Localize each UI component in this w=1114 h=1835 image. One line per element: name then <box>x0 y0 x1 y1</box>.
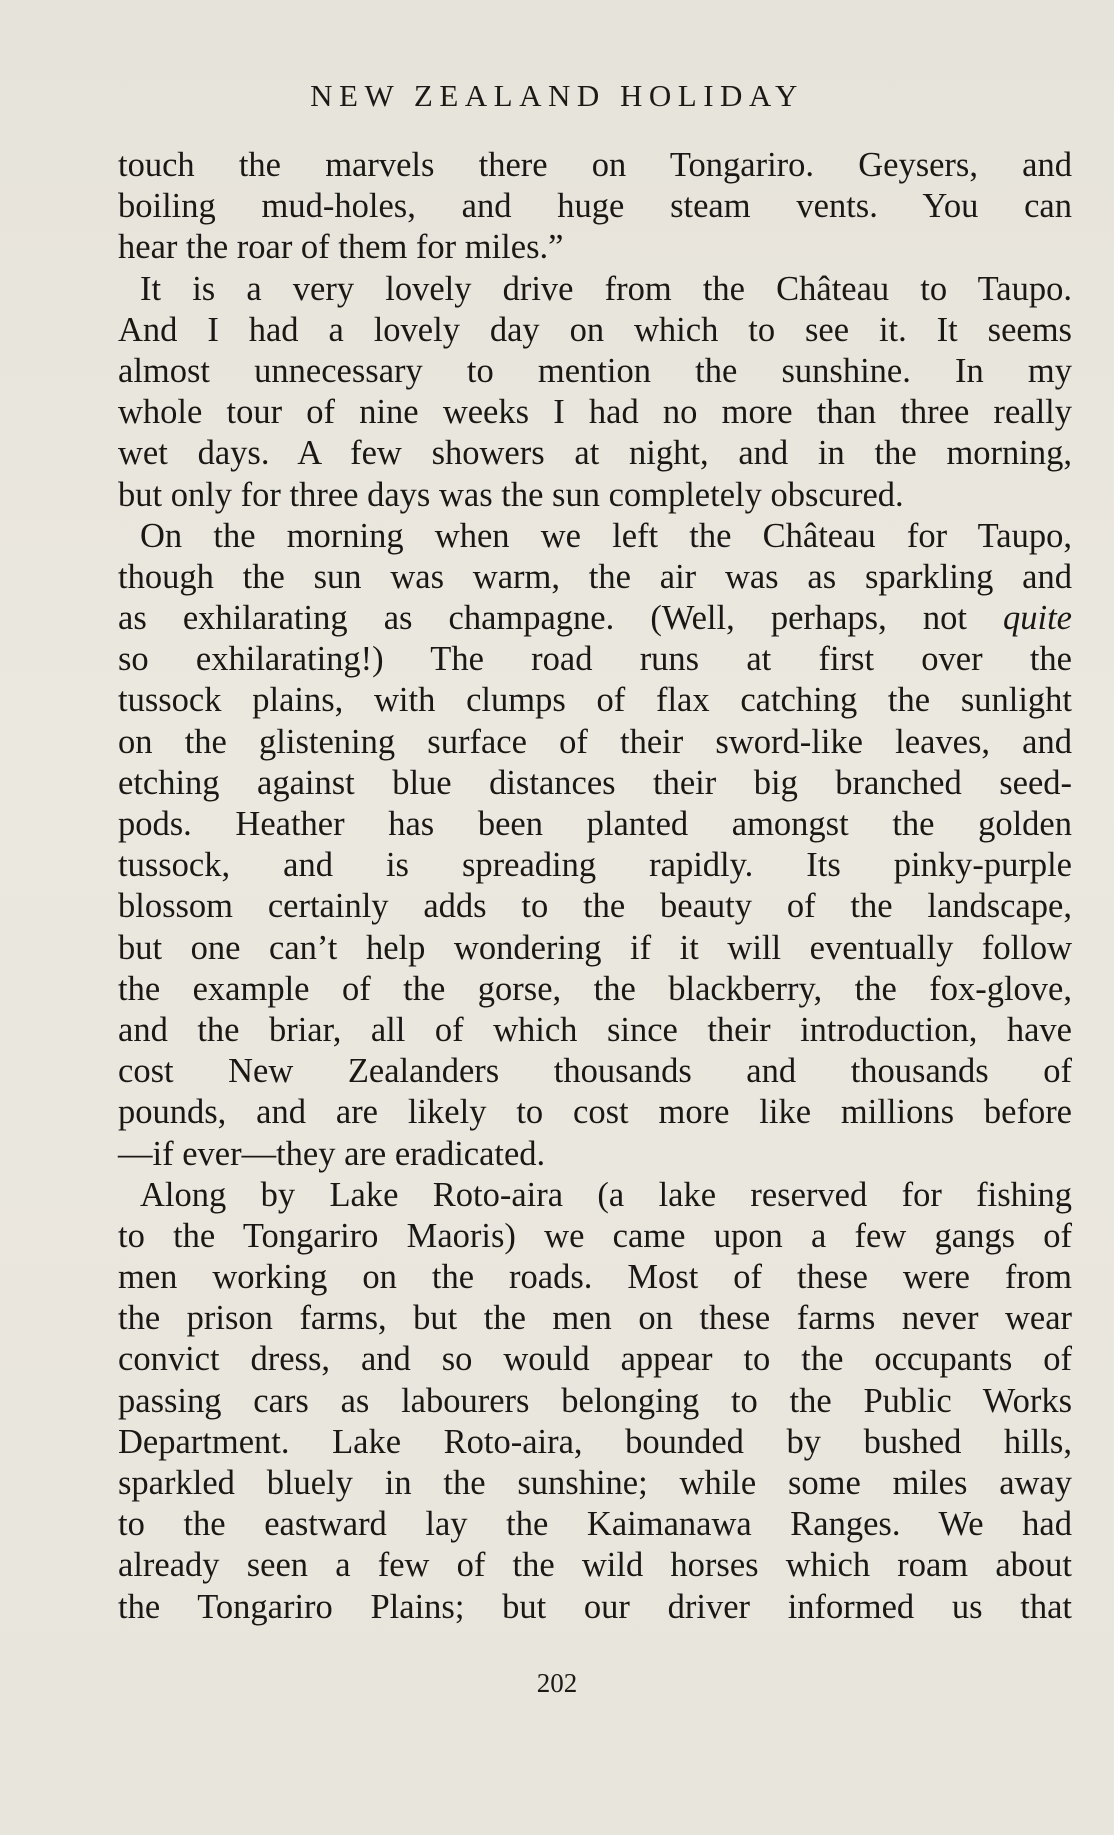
text-line: to the eastward lay the Kaimanawa Ranges. We had <box>118 1505 1072 1544</box>
text-line: Department. Lake Roto-aira, bounded by bushed hills, <box>118 1422 1072 1461</box>
text-line: etching against blue distances their big branched seed- <box>118 763 1072 802</box>
text-line: And I had a lovely day on which to see it. It seems <box>118 310 1072 349</box>
text-line: passing cars as labourers belonging to the Public Works <box>118 1381 1072 1420</box>
text-line: but only for three days was the sun completely obscured. <box>118 475 904 514</box>
text-line: sparkled bluely in the sunshine; while some miles away <box>118 1464 1072 1502</box>
text-line: hear the roar of them for miles.” <box>118 228 564 267</box>
text-line: touch the marvels there on Tongariro. Geysers, and <box>118 146 1072 184</box>
text-line: men working on the roads. Most of these were from <box>118 1258 1072 1297</box>
text-line: tussock, and is spreading rapidly. Its pinky-purple <box>118 846 1072 885</box>
text-line: pods. Heather has been planted amongst the golden <box>118 805 1072 843</box>
text-line: so exhilarating!) The road runs at first over the <box>118 640 1072 679</box>
text-line: cost New Zealanders thousands and thousands of <box>118 1052 1072 1091</box>
text-line: though the sun was warm, the air was as sparkling and <box>118 557 1072 596</box>
text-line: It is a very lovely drive from the Château to Taupo. <box>140 269 1072 308</box>
text-line: boiling mud-holes, and huge steam vents. You can <box>118 187 1072 226</box>
text-line: as exhilarating as champagne. (Well, perhaps, not quite <box>118 599 1072 638</box>
page-number: 202 <box>536 1668 578 1698</box>
text-line: but one can’t help wondering if it will eventually follow <box>118 928 1072 967</box>
running-head: NEW ZEALAND HOLIDAY <box>310 78 804 113</box>
text-line: almost unnecessary to mention the sunshine. In my <box>118 351 1072 390</box>
text-line: the example of the gorse, the blackberry, the fox-glove, <box>118 969 1072 1008</box>
text-line: pounds, and are likely to cost more like millions before <box>118 1093 1072 1132</box>
body-text <box>118 145 1072 1628</box>
text-line: tussock plains, with clumps of flax catching the sunlight <box>118 681 1072 720</box>
text-line: wet days. A few showers at night, and in the morning, <box>118 434 1072 473</box>
text-line: convict dress, and so would appear to the occupants of <box>118 1340 1072 1379</box>
text-line: the prison farms, but the men on these farms never wear <box>118 1299 1072 1338</box>
text-line: already seen a few of the wild horses which roam about <box>118 1546 1072 1585</box>
emphasis-text: quite <box>1003 599 1072 638</box>
text-line: blossom certainly adds to the beauty of the landscape, <box>118 887 1072 926</box>
text-line: Along by Lake Roto-aira (a lake reserved for fishing <box>140 1175 1072 1214</box>
text-line: to the Tongariro Maoris) we came upon a few gangs of <box>118 1216 1072 1255</box>
text-line: whole tour of nine weeks I had no more than three really <box>118 393 1072 432</box>
text-line: —if ever—they are eradicated. <box>118 1134 546 1173</box>
text-line: On the morning when we left the Château for Taupo, <box>140 516 1072 555</box>
text-line: and the briar, all of which since their introduction, have <box>118 1010 1072 1049</box>
text-line: on the glistening surface of their sword-like leaves, and <box>118 722 1072 761</box>
text-line: the Tongariro Plains; but our driver informed us that <box>118 1587 1072 1626</box>
